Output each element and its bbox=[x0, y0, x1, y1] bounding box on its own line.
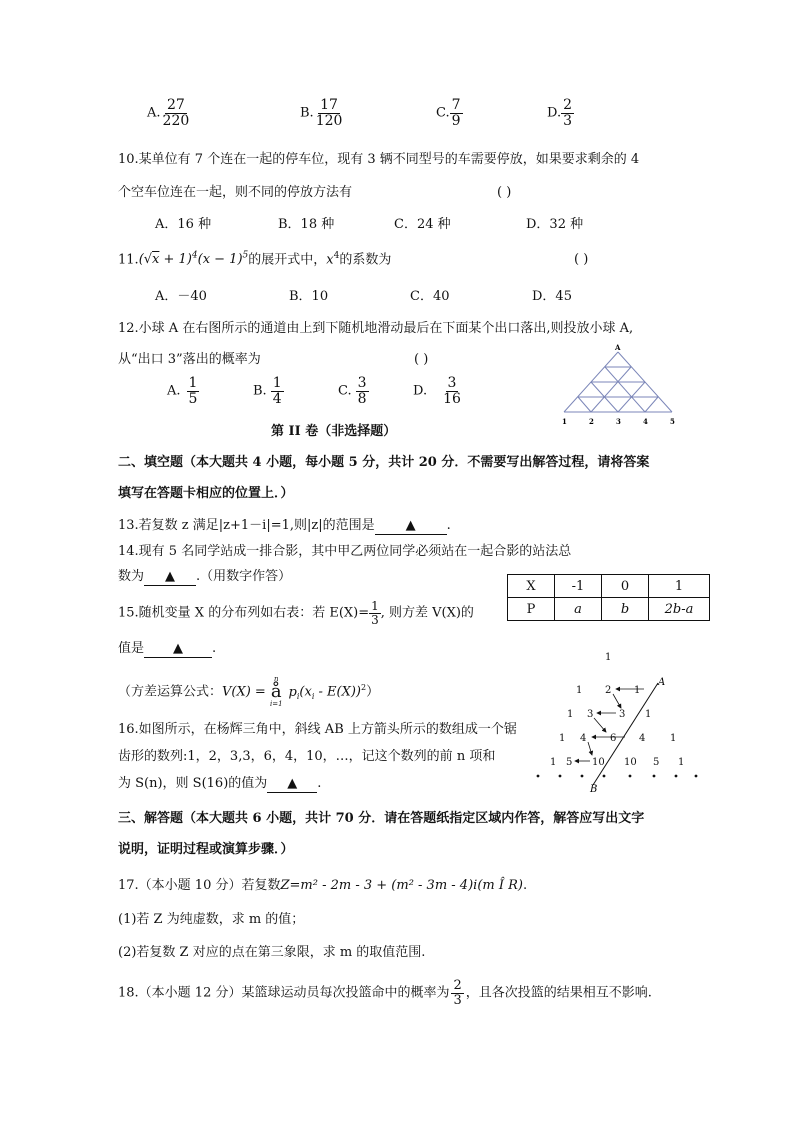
option-label: C. bbox=[338, 383, 352, 399]
formula-ex: - E(X)) bbox=[314, 684, 362, 700]
sum-upper: n bbox=[273, 675, 279, 683]
q14-text-end: .（用数字作答） bbox=[196, 569, 292, 584]
q11-text: 的展开式中， bbox=[248, 252, 327, 268]
q11-end: 的系数为 bbox=[339, 252, 392, 268]
section2-heading-line2: 填写在答题卡相应的位置上．） bbox=[118, 486, 294, 501]
table-cell: 0 bbox=[602, 575, 649, 598]
denominator: 8 bbox=[357, 390, 367, 407]
fraction bbox=[450, 98, 463, 128]
table-cell: P bbox=[508, 598, 555, 621]
q10-option-c: C．24 种 bbox=[394, 217, 451, 232]
denominator: 3 bbox=[563, 112, 573, 129]
formula-end: ） bbox=[366, 684, 380, 700]
table-cell: 1 bbox=[649, 575, 710, 598]
q11-number: 11. bbox=[118, 252, 139, 268]
part2-title: 第 II 卷（非选择题） bbox=[271, 424, 397, 439]
sum-lower: i=1 bbox=[269, 700, 283, 708]
fraction bbox=[314, 98, 345, 128]
q17-expression: Z=m² - 2m - 3 + (m² - 3m - 4)i(m Î R) bbox=[280, 878, 523, 893]
answer-blank: ▲ bbox=[267, 776, 317, 793]
option-label: D. bbox=[413, 383, 428, 399]
q14-text: 数为 bbox=[118, 569, 145, 584]
denominator: 3 bbox=[453, 992, 462, 1008]
table-cell: a bbox=[555, 598, 602, 621]
answer-blank: ▲ bbox=[144, 569, 196, 586]
formula-p: p bbox=[288, 684, 297, 700]
q11-stem bbox=[118, 251, 391, 268]
fraction bbox=[356, 376, 369, 406]
numerator: 27 bbox=[166, 97, 185, 113]
formula-lhs: V(X) = bbox=[222, 684, 270, 700]
triangle-cell: 10 bbox=[624, 757, 637, 768]
answer-blank: ▲ bbox=[144, 641, 212, 658]
q12-option-b bbox=[253, 376, 284, 406]
q11-answer-paren: ( ) bbox=[574, 252, 589, 267]
q18-text-post: ，且各次投篮的结果相互不影响. bbox=[465, 985, 652, 1001]
q11-option-a: A．－40 bbox=[155, 289, 207, 304]
q11-option-d: D．45 bbox=[532, 289, 572, 304]
fraction bbox=[271, 376, 284, 406]
q18-text: 18.（本小题 12 分）某篮球运动员每次投篮命中的概率为 bbox=[118, 985, 450, 1001]
denominator: 16 bbox=[443, 390, 461, 407]
fraction bbox=[161, 98, 192, 128]
q9-option-b bbox=[300, 98, 344, 128]
answer-blank: ▲ bbox=[375, 518, 447, 535]
q18-stem bbox=[118, 979, 652, 1007]
q15-text-end: . bbox=[212, 641, 217, 656]
exit-label: 1 bbox=[562, 417, 567, 426]
q12-answer-paren: ( ) bbox=[414, 352, 429, 367]
exit-label: 3 bbox=[616, 417, 621, 426]
triangle-cell: 5 bbox=[653, 757, 660, 768]
denominator: 120 bbox=[315, 112, 343, 129]
denominator: 9 bbox=[451, 112, 461, 129]
table-cell: 2b-a bbox=[649, 598, 710, 621]
section3-heading-line1: 三、解答题（本大题共 6 小题，共计 70 分．请在答题纸指定区域内作答，解答应写出文字 bbox=[118, 811, 645, 826]
triangle-cell: 1 bbox=[559, 733, 566, 744]
triangle-cell: 1 bbox=[567, 709, 574, 720]
q12-line2: 从“出口 3”落出的概率为 bbox=[118, 352, 261, 367]
q17-text: 17.（本小题 10 分）若复数 bbox=[118, 878, 281, 893]
formula-prefix: （方差运算公式： bbox=[118, 684, 223, 700]
numerator: 3 bbox=[447, 375, 457, 391]
triangle-cell: 1 bbox=[605, 652, 612, 663]
triangle-cell: 1 bbox=[670, 733, 677, 744]
exit-label: 5 bbox=[670, 417, 675, 426]
label-b: B bbox=[590, 784, 598, 795]
q15-text: 15.随机变量 X 的分布列如右表：若 E(X)= bbox=[118, 605, 370, 621]
continuation-dots bbox=[537, 775, 698, 778]
q10-option-a: A．16 种 bbox=[155, 217, 212, 232]
q12-option-a bbox=[167, 376, 199, 406]
option-label: B. bbox=[300, 105, 314, 121]
triangle-cell: 6 bbox=[610, 733, 617, 744]
numerator: 1 bbox=[188, 375, 198, 391]
triangle-cell: 1 bbox=[576, 685, 583, 696]
numerator: 17 bbox=[320, 97, 338, 113]
triangle-cell: 2 bbox=[605, 685, 612, 696]
q17-part1: (1)若 Z 为纯虚数，求 m 的值； bbox=[118, 912, 305, 927]
triangle-cell: 1 bbox=[634, 685, 641, 696]
q16-text-end: . bbox=[317, 776, 322, 791]
variance-formula: （方差运算公式：V(X) = n å i=1 $p_i(x_i - E(X))^2$） bbox=[118, 675, 380, 708]
q10-line1: 10.某单位有 7 个连在一起的停车位，现有 3 辆不同型号的车需要停放，如果要求剩余的 4 bbox=[118, 152, 640, 167]
yanghui-triangle-figure bbox=[530, 645, 710, 795]
fraction bbox=[451, 979, 463, 1007]
numerator: 7 bbox=[451, 97, 461, 113]
fraction bbox=[187, 376, 200, 406]
distribution-table bbox=[507, 574, 710, 621]
section3-heading-line2: 说明，证明过程或演算步骤．） bbox=[118, 842, 294, 857]
q15-text: 值是 bbox=[118, 641, 145, 656]
triangle-cell: 4 bbox=[639, 733, 646, 744]
numerator: 1 bbox=[272, 375, 282, 391]
q10-option-d: D．32 种 bbox=[526, 217, 584, 232]
q13 bbox=[118, 518, 451, 535]
q13-end: . bbox=[446, 518, 451, 533]
q11-x: x bbox=[326, 252, 334, 268]
option-label: B. bbox=[253, 383, 267, 399]
q14-line1: 14.现有 5 名同学站成一排合影，其中甲乙两位同学必须站在一起合影的站法总 bbox=[118, 544, 572, 559]
q17-part2: (2)若复数 Z 对应的点在第三象限，求 m 的取值范围. bbox=[118, 945, 426, 960]
fraction bbox=[369, 600, 381, 626]
diagonal-ab bbox=[593, 683, 658, 785]
numerator: 3 bbox=[357, 375, 367, 391]
numerator: 2 bbox=[563, 97, 573, 113]
channel-grid bbox=[564, 352, 672, 412]
q10-answer-paren: ( ) bbox=[497, 185, 512, 200]
option-label: D. bbox=[547, 105, 562, 121]
q10-option-b: B．18 种 bbox=[278, 217, 335, 232]
triangle-numbers bbox=[550, 652, 684, 768]
sum-symbol: å bbox=[270, 681, 282, 702]
fraction bbox=[441, 376, 463, 406]
table-row bbox=[508, 598, 710, 621]
apex-label: A bbox=[615, 343, 621, 352]
denominator: 5 bbox=[188, 390, 198, 407]
section2-heading-line1: 二、填空题（本大题共 4 小题，每小题 5 分，共计 20 分．不需要写出解答过程，请将答案 bbox=[118, 455, 650, 470]
denominator: 3 bbox=[371, 612, 379, 627]
denominator: 220 bbox=[162, 112, 190, 129]
formula-exponent: 2 bbox=[361, 683, 367, 693]
table-row bbox=[508, 575, 710, 598]
table-cell: b bbox=[602, 598, 649, 621]
option-label: C. bbox=[436, 105, 450, 121]
q10-line2: 个空车位连在一起，则不同的停放方法有 bbox=[118, 185, 353, 200]
triangle-cell: 1 bbox=[645, 709, 652, 720]
triangle-cell: 1 bbox=[550, 757, 557, 768]
q15-text-post: , 则方差 V(X)的 bbox=[380, 605, 474, 621]
q17-stem bbox=[118, 878, 527, 894]
q16-line1: 16.如图所示，在杨辉三角中，斜线 AB 上方箭头所示的数组成一个锯 bbox=[118, 722, 517, 737]
q9-option-a bbox=[147, 98, 191, 128]
exit-label: 2 bbox=[589, 417, 594, 426]
numerator: 2 bbox=[453, 978, 462, 993]
table-cell: -1 bbox=[555, 575, 602, 598]
q11-exponent: 4 bbox=[333, 251, 340, 261]
q13-text: 13.若复数 z 满足|z+1－i|=1,则|z|的范围是 bbox=[118, 518, 375, 533]
q12-option-c bbox=[338, 376, 369, 406]
q16-line2: 齿形的数列:1，2，3,3，6，4，10，…，记这个数列的前 n 项和 bbox=[118, 749, 496, 764]
triangle-cell: 4 bbox=[580, 733, 587, 744]
q11-option-b: B．10 bbox=[289, 289, 329, 304]
denominator: 4 bbox=[272, 390, 282, 407]
numerator: 1 bbox=[371, 599, 379, 613]
label-a: A bbox=[658, 677, 666, 688]
q11-expression: $(√x + 1)^4(x - 1)^5$ bbox=[138, 251, 249, 268]
fraction bbox=[561, 98, 574, 128]
q17-end: . bbox=[522, 878, 528, 893]
option-label: A. bbox=[167, 383, 181, 399]
zigzag-arrows bbox=[575, 689, 644, 761]
q9-option-d bbox=[547, 98, 574, 128]
summation bbox=[270, 676, 283, 708]
q12-channel-figure bbox=[556, 342, 688, 428]
q15-line1 bbox=[118, 600, 474, 626]
q12-option-d bbox=[413, 376, 463, 406]
triangle-cell: 10 bbox=[592, 757, 605, 768]
exit-label: 4 bbox=[643, 417, 648, 426]
triangle-cell: 5 bbox=[566, 757, 573, 768]
triangle-cell: 1 bbox=[678, 757, 685, 768]
q16-line3 bbox=[118, 776, 321, 793]
triangle-cell: 3 bbox=[619, 709, 626, 720]
q11-option-c: C．40 bbox=[410, 289, 450, 304]
q15-line2 bbox=[118, 641, 216, 658]
q16-text: 为 S(n)，则 S(16)的值为 bbox=[118, 776, 268, 791]
q12-line1: 12.小球 A 在右图所示的通道由上到下随机地滑动最后在下面某个出口落出,则投放小球 A, bbox=[118, 321, 634, 336]
formula-x: (x bbox=[299, 684, 312, 700]
triangle-cell: 3 bbox=[587, 709, 594, 720]
option-label: A. bbox=[147, 105, 161, 121]
q9-option-c bbox=[436, 98, 463, 128]
table-cell: X bbox=[508, 575, 555, 598]
q14-line2 bbox=[118, 569, 291, 586]
